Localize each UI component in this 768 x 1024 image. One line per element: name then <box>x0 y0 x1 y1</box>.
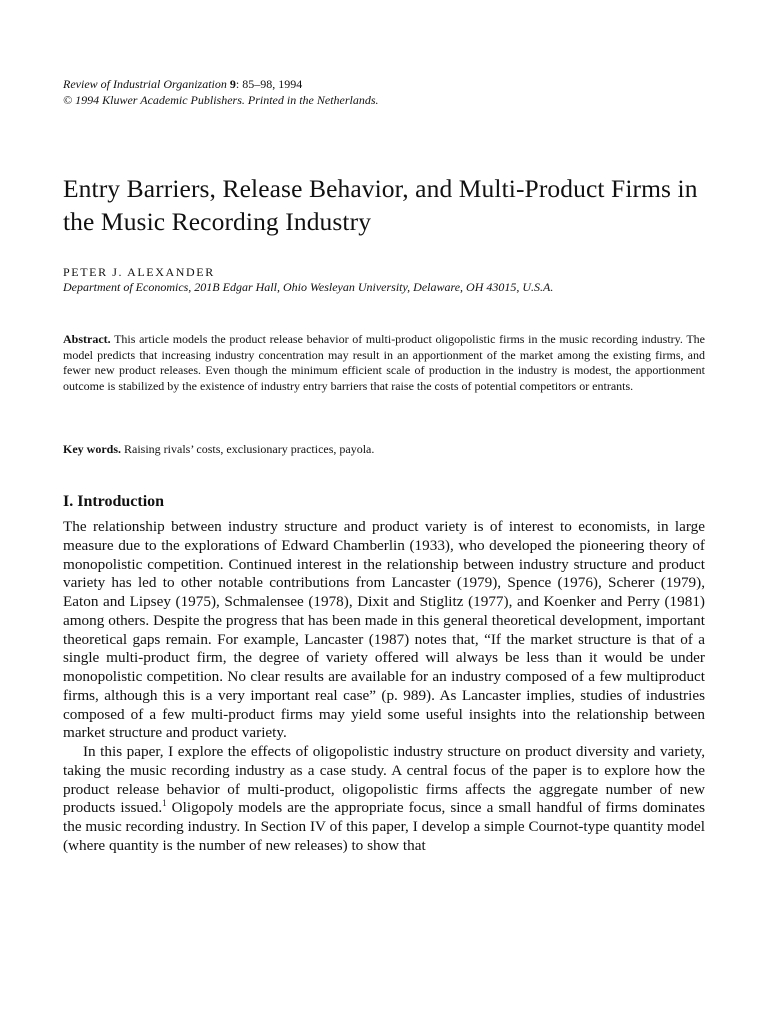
paragraph-2 <box>63 743 705 856</box>
journal-name: Review of Industrial Organization <box>63 77 227 91</box>
keywords <box>63 441 374 457</box>
journal-citation <box>63 76 379 108</box>
paragraph-1: The relationship between industry structure and product variety is of interest to economists, in large measure due to the explorations of Edward Chamberlin (1933), who developed the pioneering theory of monopolistic competition. Continued interest in the relationship between industry structure and product variety has led to other notable contributions from Lancaster (1979), Spence (1976), Scherer (1979), Eaton and Lipsey (1975), Schmalensee (1978), Dixit and Stiglitz (1977), and Koenker and Perry (1981) among others. Despite the progress that has been made in this general theoretical development, important theoretical gaps remain. For example, Lancaster (1987) notes that, “If the market structure is that of a single multi-product firm, the degree of variety offered will always be less than it would be under monopolistic competition. No clear results are available for an industry composed of a few multiproduct firms, although this is a very important real case” (p. 989). As Lancaster implies, studies of industries composed of a few multi-product firms may yield some useful insights into the relationship between market structure and product variety. <box>63 518 705 742</box>
body-text <box>63 518 705 856</box>
journal-volume: 9 <box>229 77 236 91</box>
keywords-text: Raising rivals’ costs, exclusionary practices, payola. <box>124 442 375 456</box>
footnote-marker[interactable]: 1 <box>162 798 167 809</box>
author-affiliation: Department of Economics, 201B Edgar Hall, Ohio Wesleyan University, Delaware, OH 43015, U.S.A. <box>63 280 554 294</box>
journal-line <box>63 76 379 92</box>
paragraph-2-text-b: Oligopoly models are the appropriate focus, since a small handful of firms dominates the music recording industry. In Section IV of this paper, I develop a simple Cournot-type quantity model (where quantity is the number of new releases) to show that <box>63 799 705 854</box>
journal-pages: : 85–98, 1994 <box>235 77 303 91</box>
paper-title: Entry Barriers, Release Behavior, and Multi-Product Firms in the Music Recording Industry <box>63 174 698 236</box>
section-heading: I. Introduction <box>63 493 165 510</box>
abstract-label: Abstract. <box>63 332 111 346</box>
copyright-line: © 1994 Kluwer Academic Publishers. Printed in the Netherlands. <box>63 93 379 107</box>
paragraph-2-text-a: In this paper, I explore the effects of oligopolistic industry structure on product diversity and variety, taking the music recording industry as a case study. A central focus of the paper is to explore how the product release behavior of multi-product, oligopolistic firms affects the aggregate number of new products issued. <box>63 743 705 817</box>
keywords-label: Key words. <box>63 442 121 456</box>
abstract <box>63 332 705 394</box>
abstract-text: This article models the product release behavior of multi-product oligopolistic firms in the music recording industry. The model predicts that increasing industry concentration may result in an apportionment of the market among the existing firms, and fewer new product releases. Even though the minimum efficient scale of production in the industry is modest, the apportionment outcome is stabilized by the existence of industry entry barriers that raise the costs of potential competitors or entrants. <box>63 332 705 393</box>
author-name: PETER J. ALEXANDER <box>63 265 215 279</box>
